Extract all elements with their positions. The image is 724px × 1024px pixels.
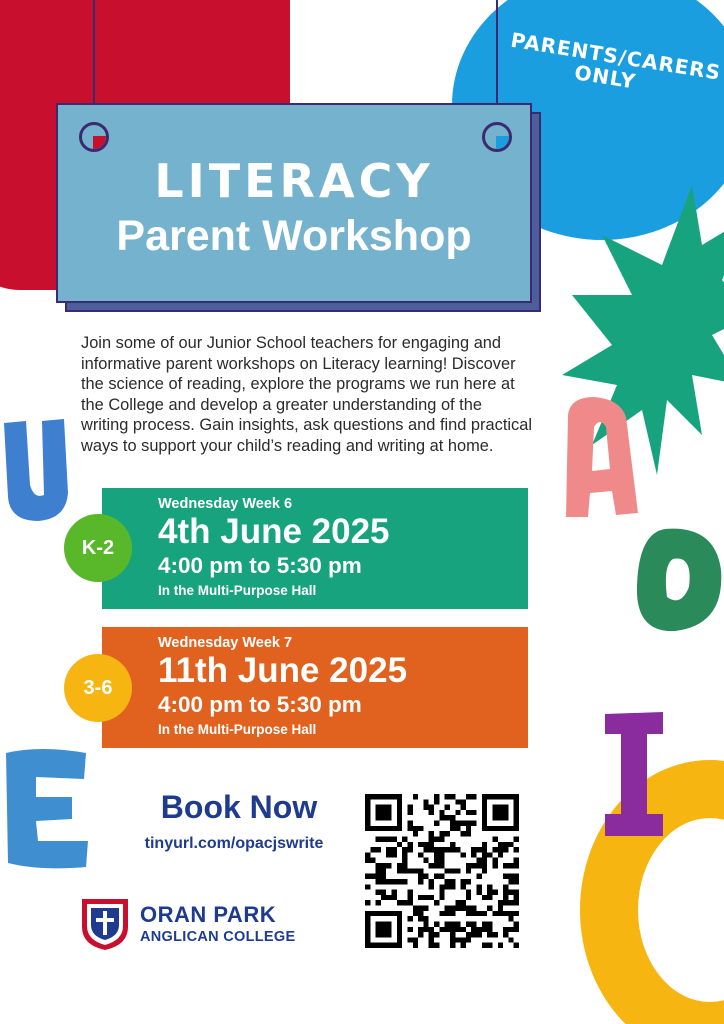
intro-paragraph: Join some of our Junior School teachers for engaging and informative parent workshops on Literacy learning! Discover the science of reading, explore the programs we run here at the College and develop a greater understanding of the writing process. Gain insights, ask questions and find practical ways to support your child’s reading and writing at home.	[81, 334, 532, 455]
event-time: 4:00 pm to 5:30 pm	[158, 692, 362, 717]
event-date: 4th June 2025	[158, 512, 390, 551]
event-week: Wednesday Week 7	[158, 635, 293, 651]
title-literacy: LITERACY	[154, 154, 434, 208]
event-card-k2	[102, 488, 528, 609]
letter-i-decoration	[603, 710, 665, 838]
school-name-line1: ORAN PARK	[140, 902, 277, 927]
grade-badge-k2: K-2	[64, 514, 132, 582]
parents-carers-only-tag: PARENTS/CARERS ONLY	[509, 27, 723, 94]
school-crest-icon	[80, 897, 130, 951]
hanging-string-right	[496, 0, 498, 120]
pin-icon-right	[482, 122, 512, 152]
letter-o-decoration	[635, 525, 724, 635]
event-date: 11th June 2025	[158, 651, 408, 690]
event-location: In the Multi-Purpose Hall	[158, 583, 317, 598]
title-parent-workshop: Parent Workshop	[116, 212, 472, 260]
pin-icon-left	[79, 122, 109, 152]
event-location: In the Multi-Purpose Hall	[158, 722, 317, 737]
grade-badge-3-6: 3-6	[64, 654, 132, 722]
book-now-heading: Book Now	[160, 789, 318, 825]
hanging-string-left	[93, 0, 95, 120]
qr-code[interactable]	[365, 794, 519, 948]
event-card-3-6	[102, 627, 528, 748]
title-sign	[56, 103, 532, 303]
letter-e-decoration	[0, 745, 92, 870]
event-week: Wednesday Week 6	[158, 496, 293, 512]
school-name-line2: ANGLICAN COLLEGE	[140, 929, 296, 945]
letter-a-decoration	[560, 395, 640, 520]
letter-u-decoration	[0, 415, 72, 525]
event-time: 4:00 pm to 5:30 pm	[158, 553, 362, 578]
booking-link[interactable]: tinyurl.com/opacjswrite	[144, 835, 324, 852]
